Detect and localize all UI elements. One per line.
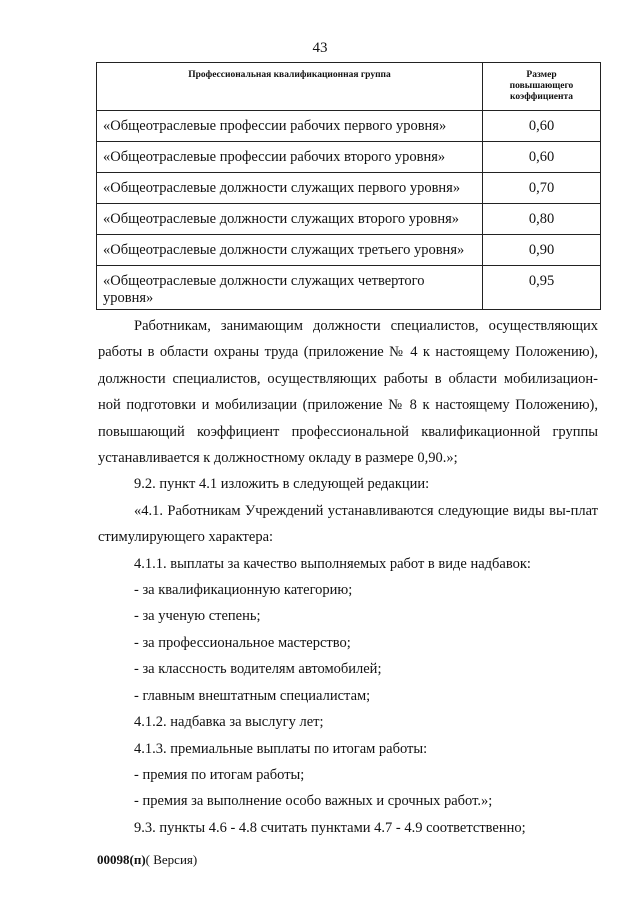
paragraph: Работникам, занимающим должности специалистов, осуществляющих работы в области охраны труда (приложение № 4 к настоящему Положению), должности специалистов, осуществляющих работы в области мобилизацион-ной подготовки и мобилизации (приложение № 8 к настоящему Положению), повышающий коэффициент профессиональной квалификационной группы устанавливается к должностному окладу в размере 0,90.»; bbox=[98, 318, 598, 467]
table-cell-group: «Общеотраслевые должности служащих четвертого уровня» bbox=[97, 266, 483, 310]
list-item: - главным внештатным специалистам; bbox=[134, 687, 371, 704]
coefficient-table bbox=[96, 62, 601, 310]
paragraph: 4.1.1. выплаты за качество выполняемых работ в виде надбавок: bbox=[134, 555, 531, 572]
table-row bbox=[97, 235, 601, 266]
table-cell-coefficient: 0,80 bbox=[483, 204, 601, 235]
list-item: - за профессиональное мастерство; bbox=[134, 634, 351, 651]
paragraph: 9.2. пункт 4.1 изложить в следующей редакции: bbox=[134, 476, 430, 493]
table-header-coefficient bbox=[483, 63, 601, 111]
table-cell-group: «Общеотраслевые должности служащих второго уровня» bbox=[97, 204, 483, 235]
list-item: - премия по итогам работы; bbox=[134, 766, 305, 783]
document-body bbox=[98, 313, 598, 841]
list-item: - за классность водителям автомобилей; bbox=[134, 661, 382, 678]
paragraph: «4.1. Работникам Учреждений устанавливаются следующие виды вы-плат стимулирующего характера: bbox=[98, 502, 598, 546]
document-version: ( Версия) bbox=[145, 852, 198, 867]
table-row bbox=[97, 204, 601, 235]
table-row bbox=[97, 266, 601, 310]
table-header-group: Профессиональная квалификационная группа bbox=[97, 63, 483, 111]
table-cell-coefficient: 0,60 bbox=[483, 142, 601, 173]
table-cell-coefficient: 0,90 bbox=[483, 235, 601, 266]
paragraph: 4.1.2. надбавка за выслугу лет; bbox=[134, 714, 324, 731]
table-cell-group: «Общеотраслевые должности служащих третьего уровня» bbox=[97, 235, 483, 266]
list-item: - за ученую степень; bbox=[134, 608, 261, 625]
list-item: - за квалификационную категорию; bbox=[134, 582, 353, 599]
paragraph: 4.1.3. премиальные выплаты по итогам работы: bbox=[134, 740, 428, 757]
table-cell-group: «Общеотраслевые профессии рабочих первого уровня» bbox=[97, 111, 483, 142]
table-cell-coefficient: 0,95 bbox=[483, 266, 601, 310]
table-header-coefficient-text: Размер повышающего коэффициента bbox=[509, 70, 574, 102]
table-row bbox=[97, 173, 601, 204]
table-cell-group: «Общеотраслевые профессии рабочих второго уровня» bbox=[97, 142, 483, 173]
document-footer bbox=[97, 852, 197, 868]
table-cell-group: «Общеотраслевые должности служащих первого уровня» bbox=[97, 173, 483, 204]
table-cell-coefficient: 0,70 bbox=[483, 173, 601, 204]
table-row bbox=[97, 142, 601, 173]
table-cell-coefficient: 0,60 bbox=[483, 111, 601, 142]
list-item: - премия за выполнение особо важных и срочных работ.»; bbox=[134, 793, 493, 810]
document-code: 00098(п) bbox=[97, 852, 146, 867]
paragraph: 9.3. пункты 4.6 - 4.8 считать пунктами 4.7 - 4.9 соответственно; bbox=[134, 819, 526, 836]
table-row bbox=[97, 111, 601, 142]
page-number: 43 bbox=[312, 40, 328, 56]
